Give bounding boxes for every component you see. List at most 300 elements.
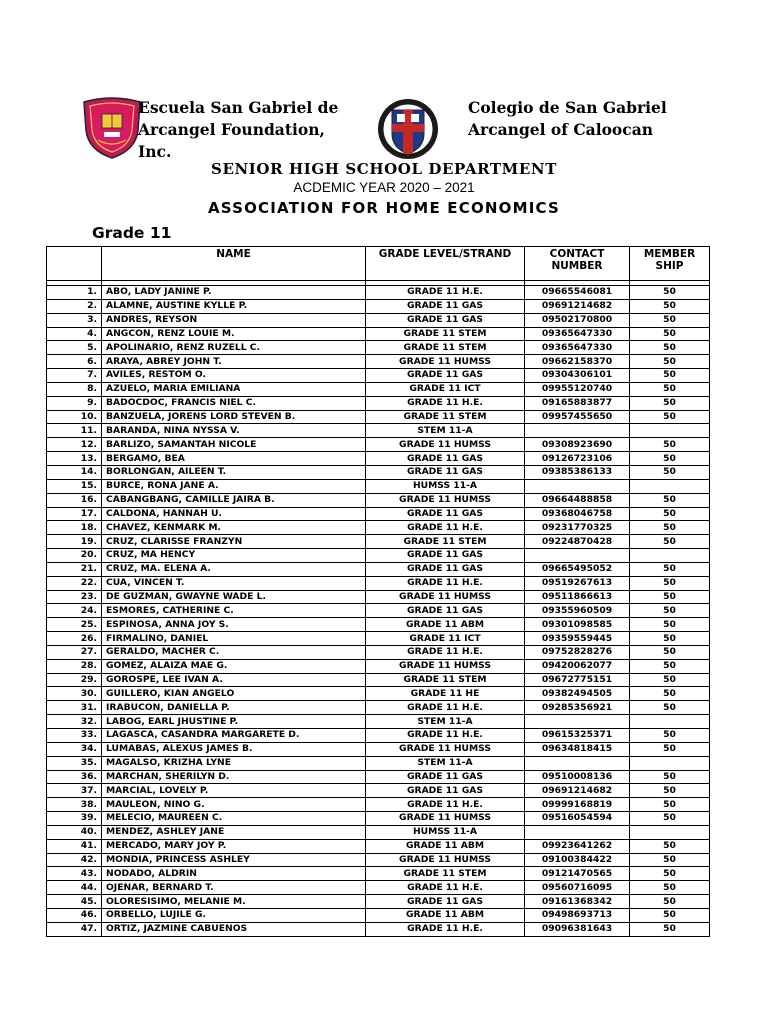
row-number: 1.: [47, 286, 102, 300]
student-name: AVILES, RESTOM O.: [102, 369, 366, 383]
grade-level: GRADE 11 STEM: [366, 327, 525, 341]
grade-level: GRADE 11 STEM: [366, 341, 525, 355]
table-row: [47, 756, 710, 770]
table-row: [47, 479, 710, 493]
table-row: [47, 493, 710, 507]
membership-fee: 50: [630, 645, 710, 659]
membership-fee: 50: [630, 687, 710, 701]
membership-fee: 50: [630, 729, 710, 743]
table-row: [47, 922, 710, 936]
row-number: 11.: [47, 424, 102, 438]
contact-number: 09096381643: [525, 922, 630, 936]
membership-fee: 50: [630, 341, 710, 355]
col-header-number: [47, 247, 102, 281]
contact-number: [525, 715, 630, 729]
grade-level: GRADE 11 H.E.: [366, 521, 525, 535]
row-number: 24.: [47, 604, 102, 618]
contact-number: 09231770325: [525, 521, 630, 535]
row-number: 16.: [47, 493, 102, 507]
membership-fee: 50: [630, 382, 710, 396]
table-row: [47, 410, 710, 424]
grade-level: GRADE 11 H.E.: [366, 286, 525, 300]
row-number: 35.: [47, 756, 102, 770]
grade-level: GRADE 11 H.E.: [366, 645, 525, 659]
table-row: [47, 452, 710, 466]
contact-number: 09285356921: [525, 701, 630, 715]
membership-fee: [630, 549, 710, 563]
col-header-contact-label: CONTACT NUMBER: [549, 248, 605, 272]
row-number: 44.: [47, 881, 102, 895]
contact-number: 09161368342: [525, 895, 630, 909]
contact-number: 09510008136: [525, 770, 630, 784]
membership-fee: 50: [630, 521, 710, 535]
table-row: [47, 618, 710, 632]
academic-year: ACDEMIC YEAR 2020 – 2021: [293, 180, 475, 195]
row-number: 37.: [47, 784, 102, 798]
row-number: 14.: [47, 465, 102, 479]
table-body: [47, 281, 710, 937]
row-number: 31.: [47, 701, 102, 715]
contact-number: 09100384422: [525, 853, 630, 867]
grade-level: GRADE 11 H.E.: [366, 396, 525, 410]
grade-level: STEM 11-A: [366, 715, 525, 729]
grade-level: GRADE 11 HUMSS: [366, 812, 525, 826]
membership-fee: 50: [630, 839, 710, 853]
row-number: 20.: [47, 549, 102, 563]
row-number: 28.: [47, 659, 102, 673]
grade-level: GRADE 11 GAS: [366, 895, 525, 909]
table-row: [47, 839, 710, 853]
row-number: 10.: [47, 410, 102, 424]
row-number: 29.: [47, 673, 102, 687]
table-row: [47, 590, 710, 604]
grade-level: GRADE 11 ABM: [366, 908, 525, 922]
table-row: [47, 673, 710, 687]
membership-fee: 50: [630, 853, 710, 867]
membership-fee: 50: [630, 701, 710, 715]
table-row: [47, 396, 710, 410]
contact-number: 09634818415: [525, 742, 630, 756]
row-number: 18.: [47, 521, 102, 535]
membership-fee: [630, 715, 710, 729]
row-number: 9.: [47, 396, 102, 410]
col-header-membership-label: MEMBER SHIP: [643, 248, 696, 272]
contact-number: 09502170800: [525, 313, 630, 327]
row-number: 12.: [47, 438, 102, 452]
contact-number: 09368046758: [525, 507, 630, 521]
table-row: [47, 687, 710, 701]
contact-number: 09382494505: [525, 687, 630, 701]
table-row: [47, 742, 710, 756]
grade-level: GRADE 11 GAS: [366, 604, 525, 618]
membership-fee: 50: [630, 465, 710, 479]
row-number: 30.: [47, 687, 102, 701]
row-number: 40.: [47, 825, 102, 839]
table-header-row: [47, 247, 710, 281]
membership-fee: 50: [630, 410, 710, 424]
student-name: CABANGBANG, CAMILLE JAIRA B.: [102, 493, 366, 507]
grade-level: GRADE 11 GAS: [366, 770, 525, 784]
student-name: CRUZ, MA HENCY: [102, 549, 366, 563]
student-name: LAGASCA, CASANDRA MARGARETE D.: [102, 729, 366, 743]
row-number: 6.: [47, 355, 102, 369]
student-name: DE GUZMAN, GWAYNE WADE L.: [102, 590, 366, 604]
row-number: 43.: [47, 867, 102, 881]
student-name: ORBELLO, LUJILE G.: [102, 908, 366, 922]
row-number: 47.: [47, 922, 102, 936]
membership-fee: 50: [630, 355, 710, 369]
grade-level: GRADE 11 GAS: [366, 549, 525, 563]
student-name: ESPINOSA, ANNA JOY S.: [102, 618, 366, 632]
student-name: BERGAMO, BEA: [102, 452, 366, 466]
row-number: 26.: [47, 632, 102, 646]
row-number: 4.: [47, 327, 102, 341]
grade-level: GRADE 11 STEM: [366, 535, 525, 549]
contact-number: [525, 756, 630, 770]
grade-level: GRADE 11 HE: [366, 687, 525, 701]
contact-number: 09691214682: [525, 299, 630, 313]
grade-level: STEM 11-A: [366, 424, 525, 438]
student-name: BORLONGAN, AILEEN T.: [102, 465, 366, 479]
student-name: ANGCON, RENZ LOUIE M.: [102, 327, 366, 341]
contact-number: 09304306101: [525, 369, 630, 383]
table-row: [47, 382, 710, 396]
row-number: 36.: [47, 770, 102, 784]
membership-fee: 50: [630, 396, 710, 410]
table-row: [47, 632, 710, 646]
contact-number: [525, 479, 630, 493]
student-name: GUILLERO, KIAN ANGELO: [102, 687, 366, 701]
contact-number: 09957455650: [525, 410, 630, 424]
table-row: [47, 659, 710, 673]
association-title: ASSOCIATION FOR HOME ECONOMICS: [207, 199, 561, 217]
membership-fee: 50: [630, 493, 710, 507]
grade-level: GRADE 11 GAS: [366, 784, 525, 798]
table-row: [47, 355, 710, 369]
membership-fee: 50: [630, 590, 710, 604]
grade-level: GRADE 11 GAS: [366, 313, 525, 327]
grade-level: GRADE 11 H.E.: [366, 798, 525, 812]
student-name: CHAVEZ, KENMARK M.: [102, 521, 366, 535]
row-number: 3.: [47, 313, 102, 327]
grade-level: GRADE 11 STEM: [366, 410, 525, 424]
student-name: MERCADO, MARY JOY P.: [102, 839, 366, 853]
membership-fee: 50: [630, 812, 710, 826]
table-row: [47, 549, 710, 563]
contact-number: 09665495052: [525, 562, 630, 576]
contact-number: 09691214682: [525, 784, 630, 798]
contact-number: 09955120740: [525, 382, 630, 396]
table-row: [47, 424, 710, 438]
contact-number: 09165883877: [525, 396, 630, 410]
student-name: ALAMNE, AUSTINE KYLLE P.: [102, 299, 366, 313]
department-title: SENIOR HIGH SCHOOL DEPARTMENT: [211, 160, 557, 178]
row-number: 32.: [47, 715, 102, 729]
student-name: CUA, VINCEN T.: [102, 576, 366, 590]
grade-level: GRADE 11 ICT: [366, 632, 525, 646]
membership-fee: 50: [630, 742, 710, 756]
student-name: BURCE, RONA JANE A.: [102, 479, 366, 493]
contact-number: [525, 424, 630, 438]
membership-fee: 50: [630, 604, 710, 618]
membership-fee: 50: [630, 327, 710, 341]
table-row: [47, 715, 710, 729]
contact-number: 09615325371: [525, 729, 630, 743]
contact-number: 09560716095: [525, 881, 630, 895]
contact-number: [525, 549, 630, 563]
grade-level: GRADE 11 H.E.: [366, 701, 525, 715]
student-name: OLORESISIMO, MELANIE M.: [102, 895, 366, 909]
table-row: [47, 798, 710, 812]
table-row: [47, 286, 710, 300]
grade-level: GRADE 11 STEM: [366, 673, 525, 687]
right-school-name: [468, 97, 688, 141]
membership-fee: 50: [630, 576, 710, 590]
contact-number: 09516054594: [525, 812, 630, 826]
contact-number: 09301098585: [525, 618, 630, 632]
grade-level: GRADE 11 GAS: [366, 299, 525, 313]
membership-fee: 50: [630, 798, 710, 812]
table-row: [47, 299, 710, 313]
contact-number: 09121470565: [525, 867, 630, 881]
student-name: ESMORES, CATHERINE C.: [102, 604, 366, 618]
col-header-grade-level: GRADE LEVEL/STRAND: [366, 247, 525, 281]
row-number: 7.: [47, 369, 102, 383]
grade-level: HUMSS 11-A: [366, 825, 525, 839]
contact-number: 09224870428: [525, 535, 630, 549]
membership-fee: 50: [630, 452, 710, 466]
grade-level: GRADE 11 GAS: [366, 452, 525, 466]
contact-number: 09308923690: [525, 438, 630, 452]
student-name: ABO, LADY JANINE P.: [102, 286, 366, 300]
membership-fee: 50: [630, 286, 710, 300]
table-row: [47, 327, 710, 341]
membership-fee: 50: [630, 895, 710, 909]
row-number: 13.: [47, 452, 102, 466]
grade-level: GRADE 11 GAS: [366, 507, 525, 521]
membership-fee: 50: [630, 922, 710, 936]
contact-number: 09752828276: [525, 645, 630, 659]
grade-level: GRADE 11 ICT: [366, 382, 525, 396]
student-name: CRUZ, CLARISSE FRANZYN: [102, 535, 366, 549]
row-number: 25.: [47, 618, 102, 632]
table-row: [47, 784, 710, 798]
grade-level: GRADE 11 GAS: [366, 369, 525, 383]
grade-level: GRADE 11 ABM: [366, 839, 525, 853]
col-header-name: NAME: [102, 247, 366, 281]
row-number: 19.: [47, 535, 102, 549]
contact-number: 09665546081: [525, 286, 630, 300]
row-number: 8.: [47, 382, 102, 396]
row-number: 15.: [47, 479, 102, 493]
grade-level: STEM 11-A: [366, 756, 525, 770]
row-number: 5.: [47, 341, 102, 355]
membership-fee: 50: [630, 881, 710, 895]
right-school-line1: Colegio de San Gabriel: [468, 98, 667, 117]
student-name: MARCIAL, LOVELY P.: [102, 784, 366, 798]
membership-fee: [630, 825, 710, 839]
membership-fee: 50: [630, 659, 710, 673]
membership-fee: 50: [630, 535, 710, 549]
student-name: ANDRES, REYSON: [102, 313, 366, 327]
contact-number: 09498693713: [525, 908, 630, 922]
student-name: CALDONA, HANNAH U.: [102, 507, 366, 521]
school-logo-left: [80, 96, 144, 160]
membership-fee: 50: [630, 507, 710, 521]
row-number: 21.: [47, 562, 102, 576]
student-name: LABOG, EARL JHUSTINE P.: [102, 715, 366, 729]
table-row: [47, 812, 710, 826]
membership-fee: 50: [630, 618, 710, 632]
row-number: 17.: [47, 507, 102, 521]
membership-fee: 50: [630, 369, 710, 383]
table-row: [47, 825, 710, 839]
table-row: [47, 729, 710, 743]
student-name: ORTIZ, JAZMINE CABUENOS: [102, 922, 366, 936]
student-name: FIRMALINO, DANIEL: [102, 632, 366, 646]
table-row: [47, 881, 710, 895]
contact-number: 09385386133: [525, 465, 630, 479]
student-name: LUMABAS, ALEXUS JAMES B.: [102, 742, 366, 756]
row-number: 33.: [47, 729, 102, 743]
table-row: [47, 369, 710, 383]
student-name: GERALDO, MACHER C.: [102, 645, 366, 659]
table-row: [47, 645, 710, 659]
grade-level: GRADE 11 H.E.: [366, 881, 525, 895]
grade-level: GRADE 11 HUMSS: [366, 742, 525, 756]
student-name: GOMEZ, ALAIZA MAE G.: [102, 659, 366, 673]
contact-number: 09365647330: [525, 327, 630, 341]
col-header-contact: [525, 247, 630, 281]
membership-fee: 50: [630, 867, 710, 881]
grade-level: GRADE 11 H.E.: [366, 922, 525, 936]
table-row: [47, 438, 710, 452]
contact-number: 09662158370: [525, 355, 630, 369]
grade-level: GRADE 11 STEM: [366, 867, 525, 881]
student-name: MARCHAN, SHERILYN D.: [102, 770, 366, 784]
table-row: [47, 313, 710, 327]
grade-level: GRADE 11 GAS: [366, 465, 525, 479]
student-name: ARAYA, ABREY JOHN T.: [102, 355, 366, 369]
school-logo-right: [377, 94, 439, 164]
student-name: BADOCDOC, FRANCIS NIEL C.: [102, 396, 366, 410]
grade-level: GRADE 11 HUMSS: [366, 659, 525, 673]
row-number: 22.: [47, 576, 102, 590]
row-number: 46.: [47, 908, 102, 922]
student-name: GOROSPE, LEE IVAN A.: [102, 673, 366, 687]
table-row: [47, 507, 710, 521]
contact-number: 09672775151: [525, 673, 630, 687]
row-number: 38.: [47, 798, 102, 812]
student-name: MONDIA, PRINCESS ASHLEY: [102, 853, 366, 867]
student-name: MAULEON, NINO G.: [102, 798, 366, 812]
table-row: [47, 770, 710, 784]
contact-number: 09365647330: [525, 341, 630, 355]
row-number: 27.: [47, 645, 102, 659]
member-table: [46, 246, 710, 937]
student-name: AZUELO, MARIA EMILIANA: [102, 382, 366, 396]
table-row: [47, 576, 710, 590]
left-school-line1: Escuela San Gabriel de: [138, 98, 339, 117]
membership-fee: 50: [630, 438, 710, 452]
grade-level: GRADE 11 ABM: [366, 618, 525, 632]
contact-number: 09519267613: [525, 576, 630, 590]
student-name: IRABUCON, DANIELLA P.: [102, 701, 366, 715]
membership-fee: [630, 424, 710, 438]
membership-fee: [630, 756, 710, 770]
grade-level: GRADE 11 HUMSS: [366, 590, 525, 604]
table-row: [47, 465, 710, 479]
student-name: CRUZ, MA. ELENA A.: [102, 562, 366, 576]
grade-level: GRADE 11 HUMSS: [366, 493, 525, 507]
grade-level: GRADE 11 HUMSS: [366, 853, 525, 867]
row-number: 2.: [47, 299, 102, 313]
grade-level: GRADE 11 GAS: [366, 562, 525, 576]
contact-number: 09664488858: [525, 493, 630, 507]
membership-fee: 50: [630, 908, 710, 922]
student-name: BANZUELA, JORENS LORD STEVEN B.: [102, 410, 366, 424]
student-name: BARLIZO, SAMANTAH NICOLE: [102, 438, 366, 452]
student-name: BARANDA, NINA NYSSA V.: [102, 424, 366, 438]
contact-number: 09999168819: [525, 798, 630, 812]
table-row: [47, 867, 710, 881]
student-name: MELECIO, MAUREEN C.: [102, 812, 366, 826]
membership-fee: [630, 479, 710, 493]
student-name: APOLINARIO, RENZ RUZELL C.: [102, 341, 366, 355]
contact-number: 09923641262: [525, 839, 630, 853]
grade-level: GRADE 11 H.E.: [366, 576, 525, 590]
membership-fee: 50: [630, 632, 710, 646]
row-number: 45.: [47, 895, 102, 909]
table-row: [47, 853, 710, 867]
membership-fee: 50: [630, 673, 710, 687]
membership-fee: 50: [630, 299, 710, 313]
student-name: NODADO, ALDRIN: [102, 867, 366, 881]
membership-fee: 50: [630, 770, 710, 784]
row-number: 23.: [47, 590, 102, 604]
table-row: [47, 341, 710, 355]
contact-number: 09420062077: [525, 659, 630, 673]
contact-number: [525, 825, 630, 839]
row-number: 42.: [47, 853, 102, 867]
table-row: [47, 895, 710, 909]
contact-number: 09511866613: [525, 590, 630, 604]
grade-level: GRADE 11 HUMSS: [366, 355, 525, 369]
grade-level: HUMSS 11-A: [366, 479, 525, 493]
col-header-membership: [630, 247, 710, 281]
student-name: MENDEZ, ASHLEY JANE: [102, 825, 366, 839]
table-row: [47, 535, 710, 549]
contact-number: 09359559445: [525, 632, 630, 646]
row-number: 34.: [47, 742, 102, 756]
student-name: MAGALSO, KRIZHA LYNE: [102, 756, 366, 770]
table-row: [47, 562, 710, 576]
row-number: 39.: [47, 812, 102, 826]
contact-number: 09126723106: [525, 452, 630, 466]
left-school-line2: Arcangel Foundation, Inc.: [138, 120, 325, 161]
contact-number: 09355960509: [525, 604, 630, 618]
left-school-name: [138, 97, 358, 163]
table-row: [47, 701, 710, 715]
table-row: [47, 604, 710, 618]
membership-fee: 50: [630, 562, 710, 576]
right-school-line2: Arcangel of Caloocan: [468, 120, 654, 139]
grade-level: GRADE 11 H.E.: [366, 729, 525, 743]
student-name: OJENAR, BERNARD T.: [102, 881, 366, 895]
table-row: [47, 521, 710, 535]
grade-level: GRADE 11 HUMSS: [366, 438, 525, 452]
membership-fee: 50: [630, 784, 710, 798]
